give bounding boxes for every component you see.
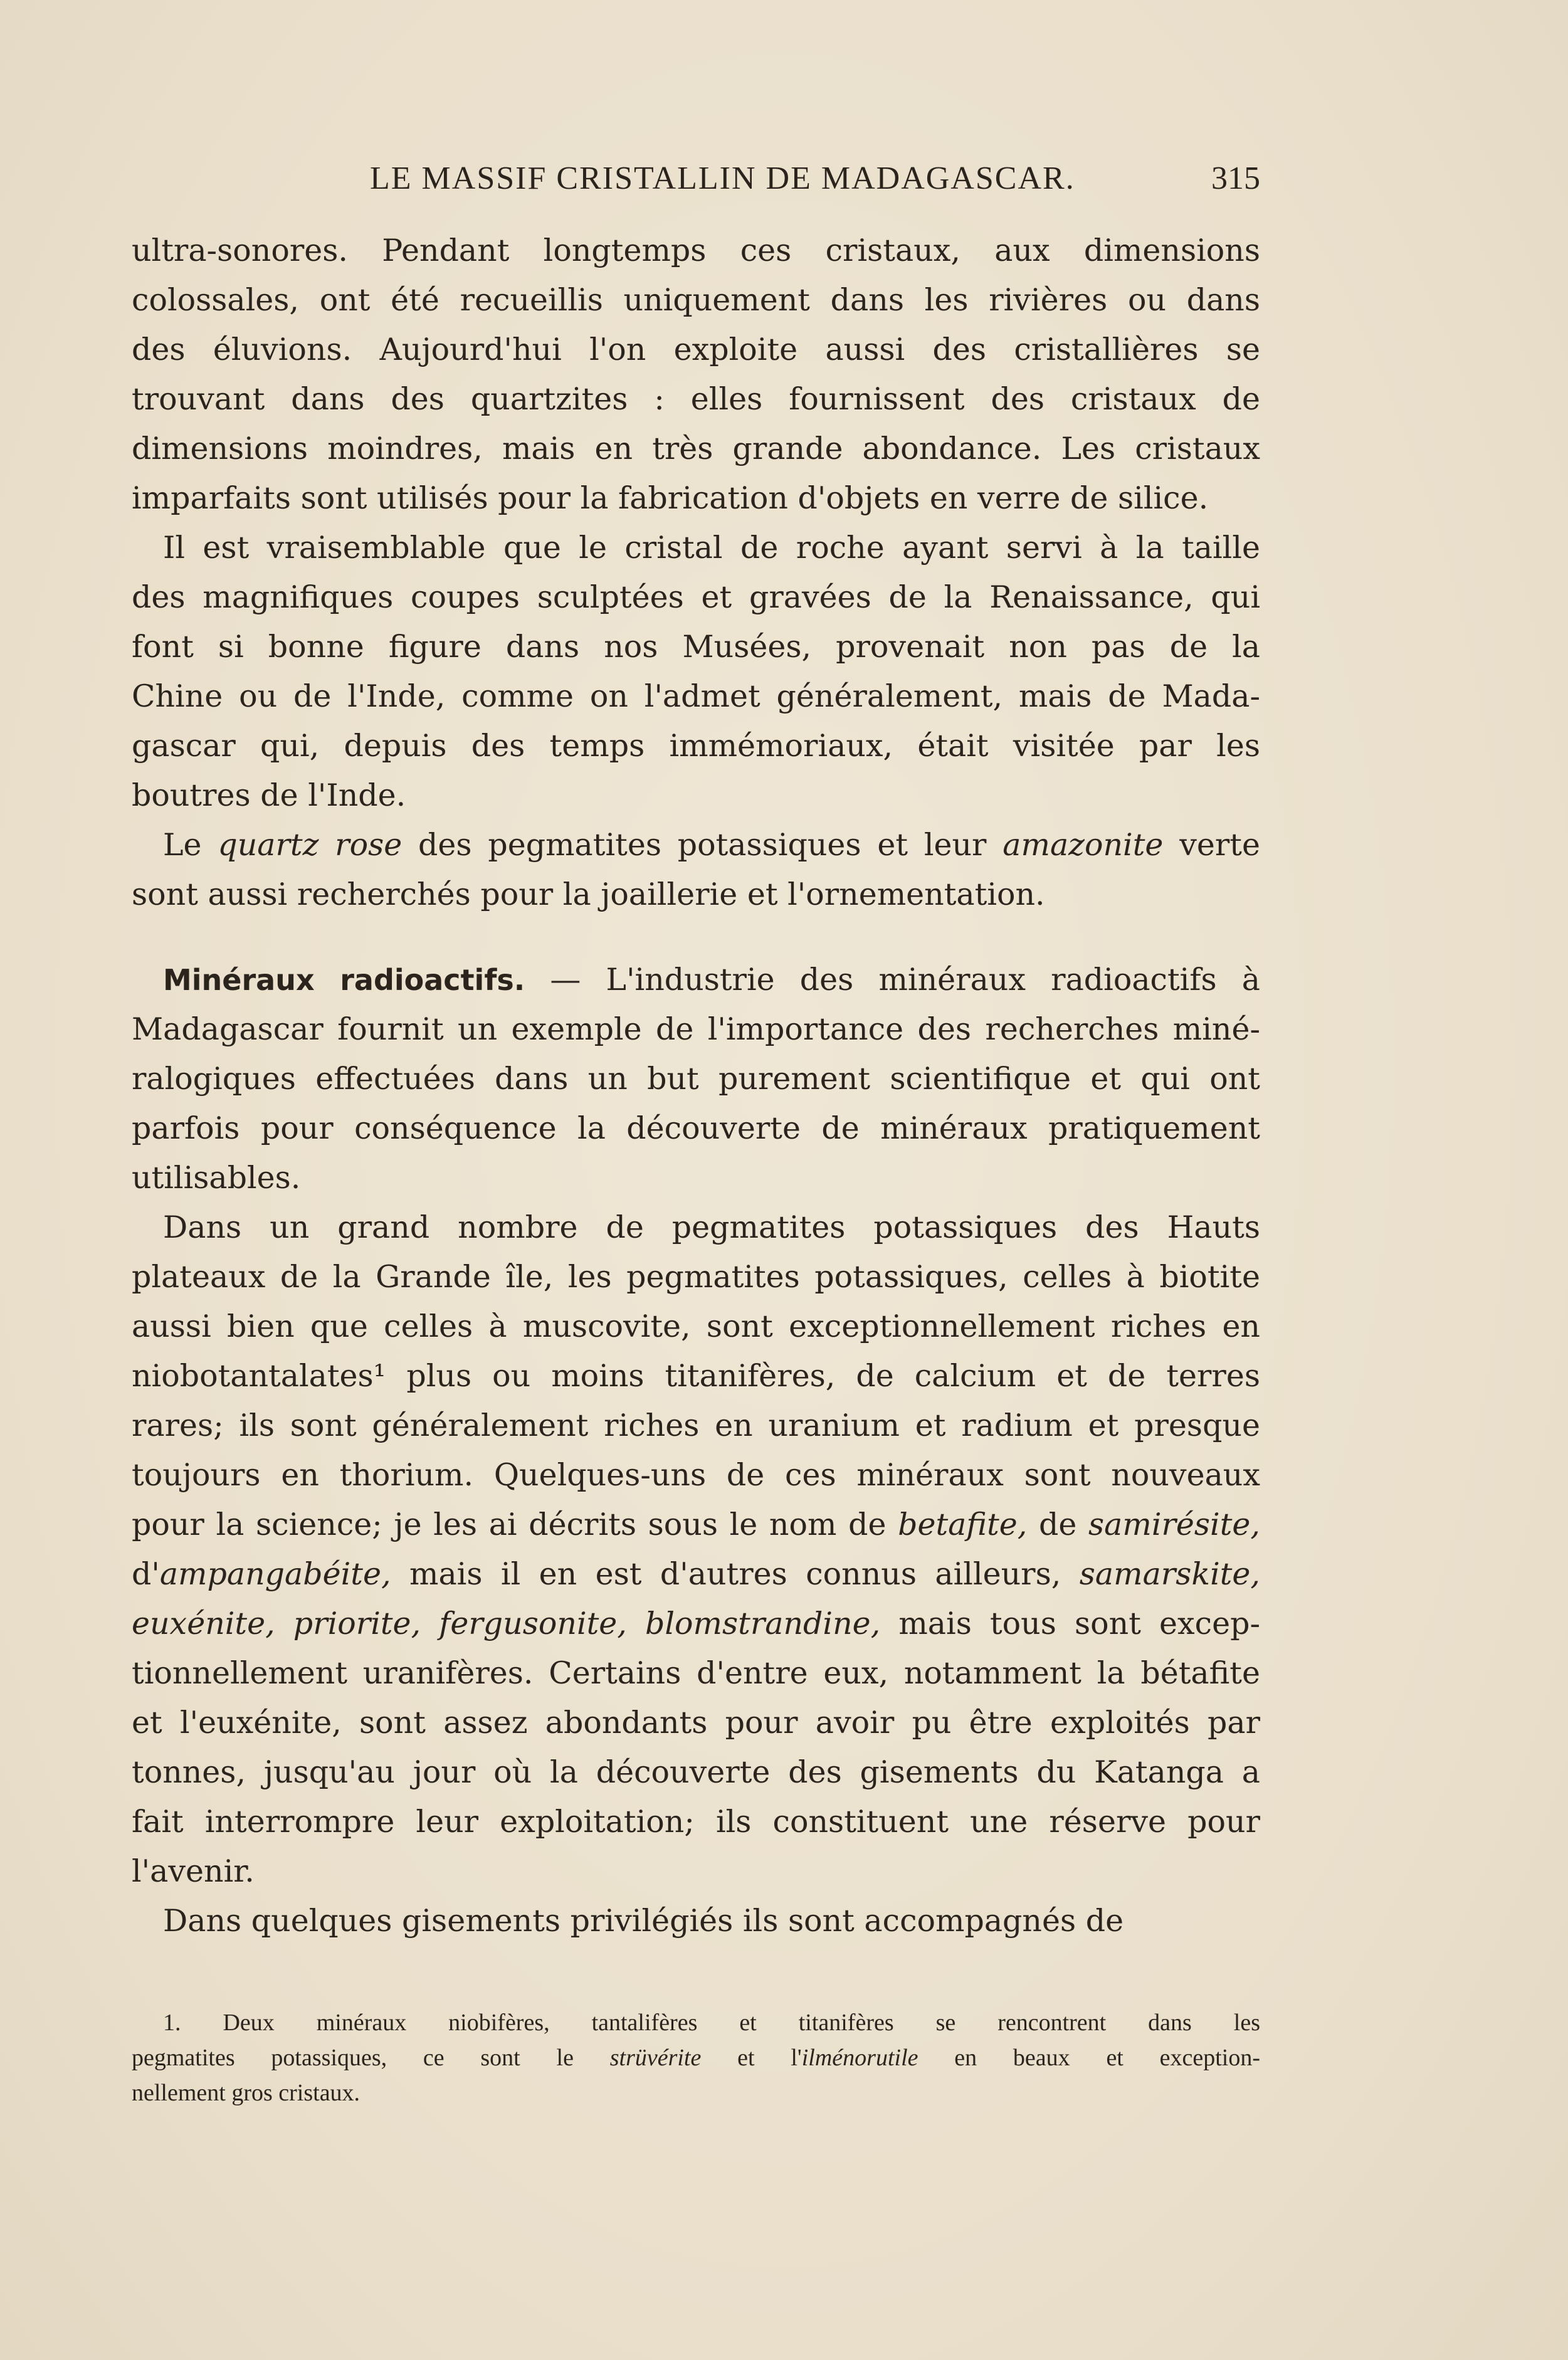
text-line: [132, 721, 1260, 771]
text-line: [132, 1401, 1260, 1450]
text-line: [132, 1747, 1260, 1797]
text-line: [132, 1698, 1260, 1747]
footnote-line: [132, 2005, 1260, 2040]
text-line: [132, 1104, 1260, 1153]
text-run: tionnellement uranifères. Certains d'entre eux, notamment la bétafite: [132, 1655, 1260, 1691]
text-line: [132, 1549, 1260, 1599]
text-line: [132, 1153, 1260, 1203]
italic-term: quartz rose: [218, 827, 403, 863]
footnotes: [132, 2005, 1260, 2110]
paragraph: [132, 955, 1260, 1203]
text-run: sont aussi recherchés pour la joaillerie et l'ornementation.: [132, 877, 1045, 912]
text-run: imparfaits sont utilisés pour la fabrication d'objets en verre de silice.: [132, 480, 1209, 516]
text-line: [132, 955, 1260, 1004]
text-run: Chine ou de l'Inde, comme on l'admet généralement, mais de Mada-: [132, 678, 1260, 714]
body-text: [132, 226, 1260, 1946]
text-line: [132, 424, 1260, 473]
text-run: l'avenir.: [132, 1853, 255, 1889]
running-title: LE MASSIF CRISTALLIN DE MADAGASCAR.: [370, 161, 1075, 196]
text-line: [132, 1450, 1260, 1500]
paragraph: [132, 820, 1260, 919]
text-run: Le: [163, 827, 218, 863]
text-line: [132, 1302, 1260, 1351]
italic-term: ampangabéite,: [159, 1556, 391, 1592]
text-line: [132, 226, 1260, 275]
text-line: [132, 1896, 1260, 1946]
text-run: ultra-sonores. Pendant longtemps ces cristaux, aux dimensions: [132, 233, 1260, 268]
text-run: rares; ils sont généralement riches en uranium et radium et presque: [132, 1408, 1260, 1443]
paragraph: [132, 1896, 1260, 1946]
text-line: [132, 572, 1260, 622]
text-line: [132, 771, 1260, 820]
text-run: mais tous sont excep-: [880, 1606, 1261, 1641]
page-number: 315: [1211, 161, 1260, 196]
paragraph: [132, 1203, 1260, 1896]
text-line: [132, 1648, 1260, 1698]
text-line: [132, 374, 1260, 424]
text-run: Dans un grand nombre de pegmatites potassiques des Hauts: [163, 1209, 1260, 1245]
text-line: [132, 622, 1260, 672]
text-run: verte: [1163, 827, 1260, 863]
text-run: gascar qui, depuis des temps immémoriaux, était visitée par les: [132, 728, 1260, 764]
text-run: en beaux et exception-: [918, 2045, 1261, 2071]
text-line: [132, 672, 1260, 721]
text-run: Il est vraisemblable que le cristal de roche ayant servi à la taille: [163, 530, 1260, 566]
text-run: de: [1027, 1507, 1088, 1542]
italic-term: strüvérite: [609, 2045, 702, 2071]
text-line: [132, 523, 1260, 572]
text-line: [132, 1203, 1260, 1252]
text-run: toujours en thorium. Quelques-uns de ces minéraux sont nouveaux: [132, 1457, 1260, 1493]
text-run: pour la science; je les ai décrits sous le nom de: [132, 1507, 898, 1542]
text-line: [132, 473, 1260, 523]
text-run: dimensions moindres, mais en très grande abondance. Les cristaux: [132, 431, 1260, 466]
text-run: des magnifiques coupes sculptées et gravées de la Renaissance, qui: [132, 579, 1260, 615]
text-run: — L'industrie des minéraux radioactifs à: [525, 962, 1260, 998]
text-run: Dans quelques gisements privilégiés ils sont accompagnés de: [163, 1903, 1124, 1939]
italic-term: ilménorutile: [801, 2045, 918, 2071]
text-line: [132, 1252, 1260, 1302]
text-run: tonnes, jusqu'au jour où la découverte des gisements du Katanga a: [132, 1754, 1260, 1790]
text-run: fait interrompre leur exploitation; ils constituent une réserve pour: [132, 1804, 1260, 1840]
paragraph: [132, 226, 1260, 523]
text-run: utilisables.: [132, 1160, 301, 1196]
italic-term: samirésite,: [1088, 1507, 1260, 1542]
text-run: Madagascar fournit un exemple de l'importance des recherches miné-: [132, 1011, 1260, 1047]
footnote-line: [132, 2040, 1260, 2075]
section-heading: Minéraux radioactifs.: [163, 963, 525, 997]
text-line: [132, 1004, 1260, 1054]
text-run: d': [132, 1556, 160, 1592]
text-run: niobotantalates¹ plus ou moins titanifères, de calcium et de terres: [132, 1358, 1260, 1394]
paragraph: [132, 523, 1260, 820]
text-line: [132, 1351, 1260, 1401]
text-line: [132, 820, 1260, 870]
text-run: des éluvions. Aujourd'hui l'on exploite aussi des cristallières se: [132, 332, 1260, 367]
text-run: trouvant dans des quartzites : elles fournissent des cristaux de: [132, 381, 1260, 417]
text-run: ralogiques effectuées dans un but purement scientifique et qui ont: [132, 1061, 1260, 1097]
text-run: parfois pour conséquence la découverte de minéraux pratiquement: [132, 1110, 1260, 1146]
italic-term: betafite,: [898, 1507, 1028, 1542]
text-run: des pegmatites potassiques et leur: [402, 827, 1003, 863]
text-line: [132, 1054, 1260, 1104]
text-run: colossales, ont été recueillis uniquement dans les rivières ou dans: [132, 282, 1260, 318]
text-run: plateaux de la Grande île, les pegmatites potassiques, celles à biotite: [132, 1259, 1260, 1295]
text-run: font si bonne figure dans nos Musées, provenait non pas de la: [132, 629, 1260, 665]
text-line: [132, 1599, 1260, 1648]
text-run: mais il en est d'autres connus ailleurs,: [391, 1556, 1080, 1592]
footnote-line: [132, 2075, 1260, 2110]
page-header: [132, 160, 1260, 210]
text-run: et l': [701, 2045, 802, 2071]
text-line: [132, 870, 1260, 919]
text-line: [132, 1846, 1260, 1896]
text-line: [132, 1797, 1260, 1846]
text-run: aussi bien que celles à muscovite, sont exceptionnellement riches en: [132, 1309, 1260, 1344]
text-run: nellement gros cristaux.: [132, 2080, 360, 2106]
italic-term: samarskite,: [1079, 1556, 1260, 1592]
italic-term: euxénite, priorite, fergusonite, blomstrandine,: [132, 1606, 881, 1641]
text-line: [132, 325, 1260, 374]
italic-term: amazonite: [1002, 827, 1164, 863]
text-run: pegmatites potassiques, ce sont le: [132, 2045, 610, 2071]
text-run: et l'euxénite, sont assez abondants pour avoir pu être exploités par: [132, 1705, 1260, 1741]
text-line: [132, 275, 1260, 325]
text-run: 1. Deux minéraux niobifères, tantalifères et titanifères se rencontrent dans les: [163, 2010, 1260, 2036]
text-line: [132, 1500, 1260, 1549]
text-run: boutres de l'Inde.: [132, 777, 406, 813]
paragraph-gap: [132, 919, 1260, 955]
